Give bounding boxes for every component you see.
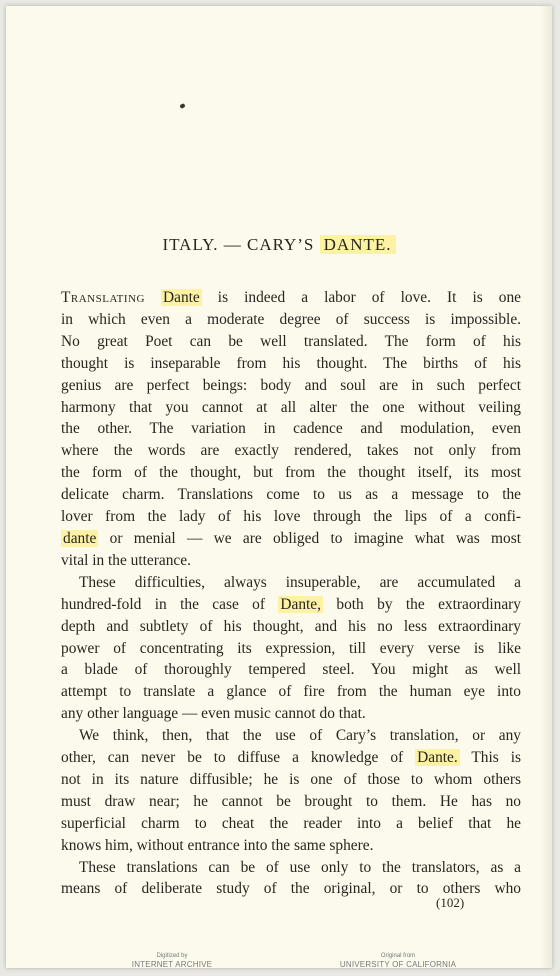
page-edge-shadow (540, 6, 552, 968)
text-line: genius are perfect beings: body and soul are in such perfect (61, 376, 521, 394)
text-line: harmony that you cannot at all alter the one without veiling (61, 398, 521, 416)
credit-name: UNIVERSITY OF CALIFORNIA (339, 960, 457, 969)
text-fragment: other, can never be to diffuse a knowledge of (61, 749, 416, 767)
text-line: vital in the utterance. (61, 551, 191, 569)
text-line: a blade of thoroughly tempered steel. You might as well (61, 661, 521, 679)
text-line: No great Poet can be well translated. The form of his (61, 332, 521, 350)
text-line (61, 528, 521, 550)
credit-caption: Digitized by (156, 953, 188, 959)
text-line: knows him, without entrance into the same sphere. (61, 836, 374, 854)
original-from-credit (326, 952, 470, 970)
text-line: the other. The variation in cadence and modulation, even (61, 420, 521, 438)
text-line: We think, then, that the use of Cary’s translation, or any (79, 727, 521, 745)
text-line: any other language — even music cannot do that. (61, 705, 366, 723)
text-line: thought is inseparable from his thought. The births of his (61, 354, 521, 372)
text-line: not in its nature diffusible; he is one of those to whom others (61, 770, 521, 788)
text-line: superficial charm to cheat the reader into a belief that he (61, 814, 521, 832)
text-fragment: This is (459, 749, 521, 767)
text-line: lover from the lady of his love through the lips of a confi- (61, 508, 521, 526)
text-line: These translations can be of use only to the translators, as a (79, 858, 521, 876)
credit-name: INTERNET ARCHIVE (131, 960, 213, 969)
text-fragment: both by the extraordinary (322, 595, 521, 613)
text-line (61, 747, 521, 769)
digitized-by-credit (116, 952, 228, 970)
heading-text: ITALY. — CARY’S (162, 235, 320, 254)
search-highlight: dante (63, 529, 97, 547)
ink-speck (179, 103, 185, 109)
text-fragment: or menial — we are obliged to imagine what was most (98, 529, 521, 547)
chapter-heading (6, 235, 552, 255)
search-highlight: DANTE. (320, 235, 396, 254)
search-highlight: Dante, (280, 595, 321, 613)
text-line: delicate charm. Translations come to us as a message to the (61, 486, 521, 504)
text-line: where the words are exactly rendered, takes not only from (61, 442, 521, 460)
search-highlight: Dante. (417, 749, 458, 767)
text-line (61, 594, 521, 616)
body-text (61, 287, 521, 900)
text-line: depth and subtlety of his thought, and his no less extraordinary (61, 617, 521, 635)
text-line: These difficulties, always insuperable, are accumulated a (79, 573, 521, 591)
small-caps-word: Translating (61, 289, 145, 306)
search-highlight: Dante (163, 289, 200, 306)
text-line: must draw near; he cannot be brought to them. He has no (61, 792, 521, 810)
text-fragment: hundred-fold in the case of (61, 595, 279, 613)
text-line: the form of the thought, but from the thought itself, its most (61, 464, 521, 482)
text-line: means of deliberate study of the original, or to others who (61, 880, 521, 898)
text-line: attempt to translate a glance of fire from the human eye into (61, 683, 521, 701)
credit-caption: Original from (380, 953, 416, 959)
book-page (6, 6, 552, 968)
text-fragment: is indeed a labor of love. It is one (201, 289, 521, 306)
text-line (61, 287, 521, 309)
text-line: in which even a moderate degree of success is impossible. (61, 310, 521, 328)
text-line: power of concentrating its expression, till every verse is like (61, 639, 521, 657)
page-number: (102) (436, 895, 465, 910)
